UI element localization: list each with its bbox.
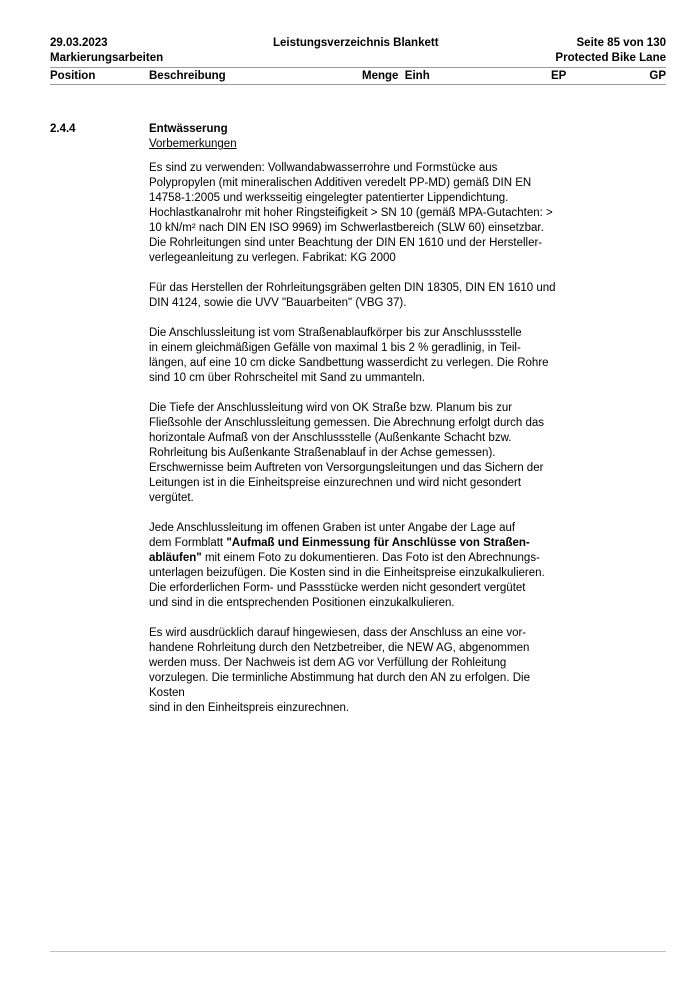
text-line: sind in den Einheitspreis einzurechnen. [149,702,350,714]
text-line: in einem gleichmäßigen Gefälle von maximal 1 bis 2 % geradlinig, in Teil- [149,342,521,354]
text-line: vorzulegen. Die terminliche Abstimmung hat durch den AN zu erfolgen. Die [149,672,530,684]
text-line: längen, auf eine 10 cm dicke Sandbettung wasserdicht zu verlegen. Die Rohre [149,357,549,369]
text-line: DIN 4124, sowie die UVV "Bauarbeiten" (VBG 37). [149,297,407,309]
paragraph-connection-line [149,326,579,386]
header-category: Markierungsarbeiten [50,52,164,64]
form-title-bold: abläufen" [149,552,202,564]
text-line: Für das Herstellen der Rohrleitungsgräben gelten DIN 18305, DIN EN 1610 und [149,282,556,294]
text-fragment: dem Formblatt [149,537,227,549]
text-line: Erschwernisse beim Auftreten von Versorgungsleitungen und das Sichern der [149,462,544,474]
text-line: Es wird ausdrücklich darauf hingewiesen, dass der Anschluss an eine vor- [149,627,527,639]
col-description: Beschreibung [149,70,226,82]
text-line: Rohrleitung bis Außenkante Straßenablauf in der Achse gemessen). [149,447,496,459]
paragraph-documentation [149,521,579,611]
col-position: Position [50,70,96,82]
project-name: Protected Bike Lane [555,52,666,64]
text-line: Kosten [149,687,185,699]
section-title: Entwässerung [149,123,228,135]
document-title: Leistungsverzeichnis Blankett [273,37,439,49]
text-line: Die Tiefe der Anschlussleitung wird von OK Straße bzw. Planum bis zur [149,402,513,414]
text-line [149,536,579,551]
text-line: und sind in die entsprechenden Positionen einzukalkulieren. [149,597,455,609]
text-line: sind 10 cm über Rohrscheitel mit Sand zu ummanteln. [149,372,426,384]
paragraph-network-operator [149,626,579,716]
col-ep: EP [551,70,567,82]
paragraph-materials [149,161,579,266]
form-title-bold: "Aufmaß und Einmessung für Anschlüsse von Straßen- [226,537,530,549]
text-line: werden muss. Der Nachweis ist dem AG vor Verfüllung der Rohleitung [149,657,507,669]
text-line: Fließsohle der Anschlussleitung gemessen. Die Abrechnung erfolgt durch das [149,417,545,429]
text-line: Polypropylen (mit mineralischen Additiven veredelt PP-MD) gemäß DIN EN [149,177,532,189]
text-line: handene Rohrleitung durch den Netzbetreiber, die NEW AG, abgenommen [149,642,530,654]
text-line: 14758-1:2005 und werksseitig eingelegter patentierter Lippendichtung. [149,192,509,204]
col-quantity-unit: Menge Einh [362,70,430,82]
text-line [149,551,579,566]
footer-divider [50,951,666,952]
text-line: Hochlastkanalrohr mit hoher Ringsteifigkeit > SN 10 (gemäß MPA-Gutachten: > [149,207,553,219]
text-line: Es sind zu verwenden: Vollwandabwasserrohre und Formstücke aus [149,162,498,174]
col-gp: GP [649,70,666,82]
text-line: vergütet. [149,492,194,504]
section-subtitle: Vorbemerkungen [149,138,237,150]
text-line: Die erforderlichen Form- und Passstücke werden nicht gesondert vergütet [149,582,526,594]
text-line: horizontale Aufmaß von der Anschlussstelle (Außenkante Schacht bzw. [149,432,512,444]
text-line: unterlagen beizufügen. Die Kosten sind in die Einheitspreise einzukalkulieren. [149,567,545,579]
header-divider [50,67,666,68]
text-line: 10 kN/m² nach DIN EN ISO 9969) im Schwerlastbereich (SLW 60) einsetzbar. [149,222,544,234]
text-fragment: mit einem Foto zu dokumentieren. Das Foto ist den Abrechnungs- [201,552,540,564]
section-content [149,122,579,731]
section-number: 2.4.4 [50,123,76,135]
text-line: Jede Anschlussleitung im offenen Graben ist unter Angabe der Lage auf [149,522,516,534]
page-number: Seite 85 von 130 [576,37,666,49]
paragraph-depth-billing [149,401,579,506]
header-date: 29.03.2023 [50,37,108,49]
text-line: Leitungen ist in die Einheitspreise einzurechnen und wird nicht gesondert [149,477,522,489]
text-line: Die Anschlussleitung ist vom Straßenablaufkörper bis zur Anschlussstelle [149,327,522,339]
column-divider [50,84,666,85]
text-line: Die Rohrleitungen sind unter Beachtung der DIN EN 1610 und der Hersteller- [149,237,543,249]
paragraph-standards [149,281,579,311]
text-line: verlegeanleitung zu verlegen. Fabrikat: KG 2000 [149,252,396,264]
